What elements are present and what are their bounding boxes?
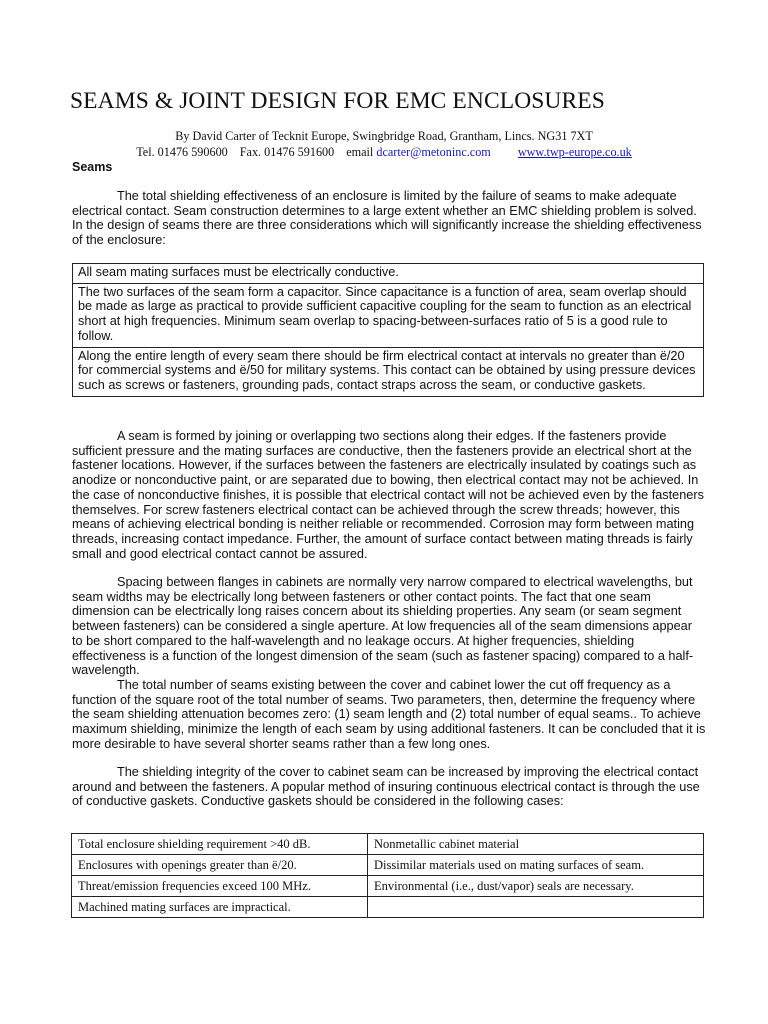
- table-cell: Environmental (i.e., dust/vapor) seals are necessary.: [368, 876, 704, 897]
- gasket-cases-table: [71, 833, 704, 918]
- table-row: [72, 855, 704, 876]
- email-link[interactable]: dcarter@metoninc.com: [376, 145, 491, 159]
- table-cell: All seam mating surfaces must be electrically conductive.: [73, 264, 704, 284]
- table-row: [72, 834, 704, 855]
- website-link[interactable]: www.twp-europe.co.uk: [517, 145, 632, 159]
- paragraph: The total shielding effectiveness of an enclosure is limited by the failure of seams to make adequate electrical contact. Seam construction determines to a large extent whether an EMC shielding problem is solved. In the design of seams there are three considerations which will significantly increase the shielding effectiveness of the enclosure:: [72, 189, 702, 248]
- table-cell: Machined mating surfaces are impractical.: [72, 897, 368, 918]
- table-cell: Nonmetallic cabinet material: [368, 834, 704, 855]
- paragraph: The shielding integrity of the cover to cabinet seam can be increased by improving the electrical contact around and between the fasteners. A popular method of insuring continuous electrical contact is through the use of conductive gaskets. Conductive gaskets should be considered in the following cases:: [72, 765, 700, 809]
- contact-line: [0, 145, 768, 160]
- document-title: SEAMS & JOINT DESIGN FOR EMC ENCLOSURES: [70, 88, 605, 114]
- table-cell: The two surfaces of the seam form a capacitor. Since capacitance is a function of area, seam overlap should be made as large as practical to provide sufficient capacitive coupling for the seam to function as an electrical short at high frequencies. Minimum seam overlap to spacing-between-surfaces ratio of 5 is a good rule to follow.: [73, 283, 704, 347]
- table-cell: [368, 897, 704, 918]
- table-row: [72, 876, 704, 897]
- table-cell: Threat/emission frequencies exceed 100 MHz.: [72, 876, 368, 897]
- seam-considerations-table: [72, 263, 704, 397]
- telephone: Tel. 01476 590600: [136, 145, 228, 159]
- paragraph: The total number of seams existing between the cover and cabinet lower the cut off frequency as a function of the square root of the total number of seams. Two parameters, then, determine the frequency where the seam shielding attenuation becomes zero: (1) seam length and (2) total number of equal seams.. To achieve maximum shielding, minimize the length of each seam by using additional fasteners. It can be concluded that it is more desirable to have several shorter seams rather than a few long ones.: [72, 678, 706, 751]
- table-cell: Enclosures with openings greater than ë/20.: [72, 855, 368, 876]
- table-row: [73, 283, 704, 347]
- table-row: [73, 347, 704, 396]
- table-cell: Total enclosure shielding requirement >40 dB.: [72, 834, 368, 855]
- table-row: [72, 897, 704, 918]
- paragraph: Spacing between flanges in cabinets are normally very narrow compared to electrical wavelengths, but seam widths may be electrically long between fasteners or other contact points. The fact that one seam dimension can be electrically long raises concern about its shielding properties. Any seam (or seam segment between fasteners) can be considered a single aperture. At low frequencies all of the seam dimensions appear to be short compared to the half-wavelength and no leakage occurs. At higher frequencies, shielding effectiveness is a function of the longest dimension of the seam (such as fastener spacing) compared to a half-wavelength.: [72, 575, 694, 678]
- table-cell: Along the entire length of every seam there should be firm electrical contact at intervals no greater than ë/20 for commercial systems and ë/50 for military systems. This contact can be obtained by using pressure devices such as screws or fasteners, grounding pads, contact straps across the seam, or conductive gaskets.: [73, 347, 704, 396]
- table-cell: Dissimilar materials used on mating surfaces of seam.: [368, 855, 704, 876]
- email-label: email: [346, 145, 374, 159]
- section-heading: Seams: [72, 160, 113, 174]
- table-row: [73, 264, 704, 284]
- fax: Fax. 01476 591600: [239, 145, 335, 159]
- paragraph: A seam is formed by joining or overlapping two sections along their edges. If the fasteners provide sufficient pressure and the mating surfaces are conductive, then the fasteners provide an electrical short at the fastener locations. However, if the surfaces between the fasteners are electrically insulated by coatings such as anodize or nonconductive paint, or are separated due to bowing, then electrical contact may not be achieved. In the case of nonconductive finishes, it is possible that electrical contact will not be achieved even by the fasteners themselves. For screw fasteners electrical contact can be achieved through the screw threads; however, this means of achieving electrical bonding is neither reliable or recommended. Corrosion may form between mating threads, increasing contact impedance. Further, the amount of surface contact between mating threads is fairly small and good electrical contact cannot be assured.: [72, 429, 704, 561]
- author-line: By David Carter of Tecknit Europe, Swingbridge Road, Grantham, Lincs. NG31 7XT: [175, 129, 593, 143]
